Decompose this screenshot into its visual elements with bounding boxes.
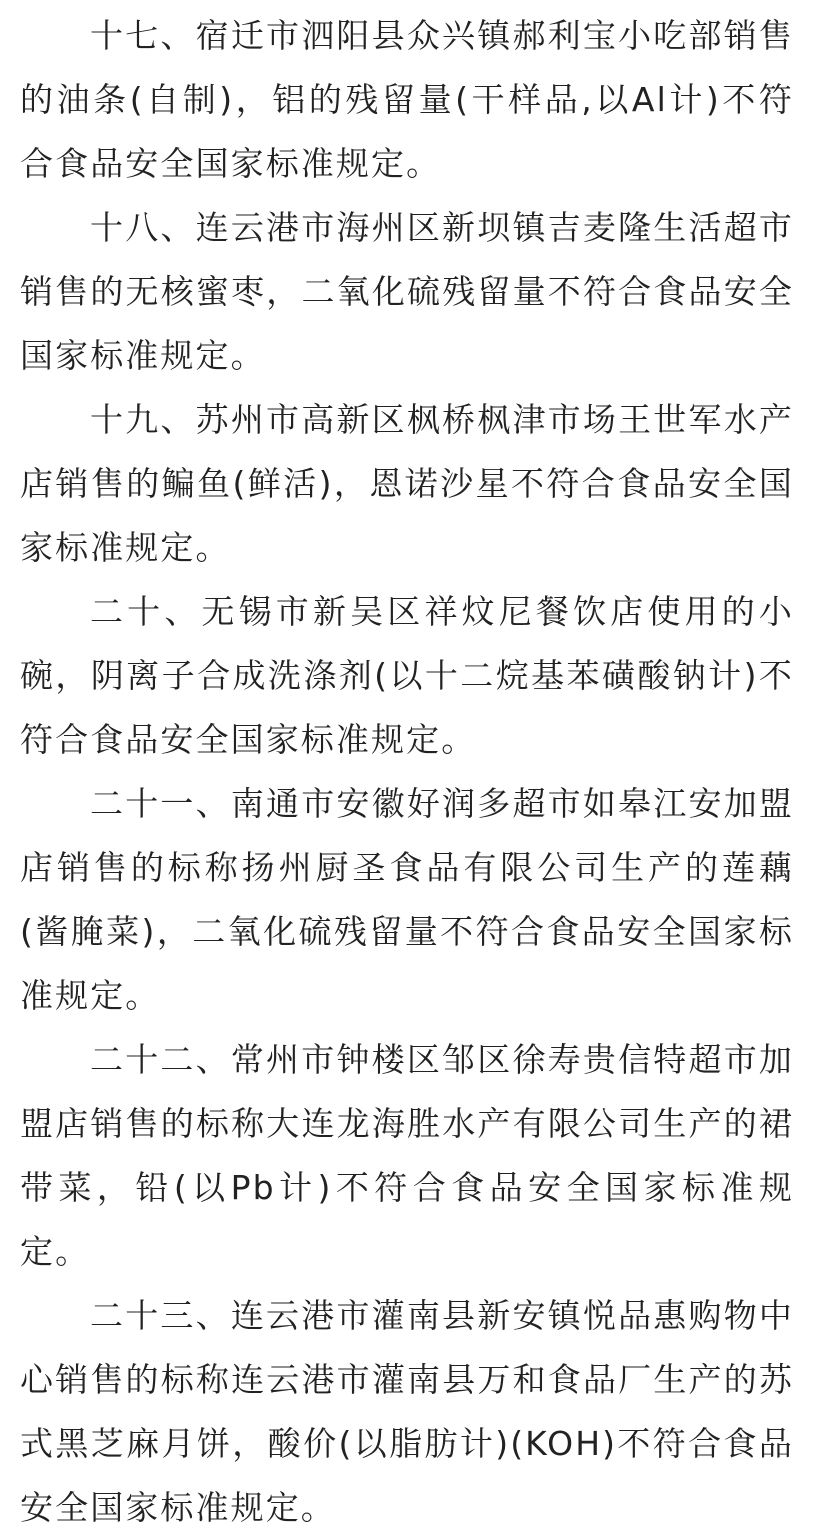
paragraph-item-23: 二十三、连云港市灌南县新安镇悦品惠购物中心销售的标称连云港市灌南县万和食品厂生产的苏式黑芝麻月饼，酸价(以脂肪计)(KOH)不符合食品安全国家标准规定。 bbox=[20, 1296, 794, 1527]
paragraph-item-18: 十八、连云港市海州区新坝镇吉麦隆生活超市销售的无核蜜枣，二氧化硫残留量不符合食品安全国家标准规定。 bbox=[20, 208, 794, 375]
paragraph-item-22: 二十二、常州市钟楼区邹区徐寿贵信特超市加盟店销售的标称大连龙海胜水产有限公司生产的裙带菜，铅(以Pb计)不符合食品安全国家标准规定。 bbox=[20, 1040, 794, 1271]
paragraph-item-21: 二十一、南通市安徽好润多超市如皋江安加盟店销售的标称扬州厨圣食品有限公司生产的莲藕(酱腌菜)，二氧化硫残留量不符合食品安全国家标准规定。 bbox=[20, 784, 794, 1015]
paragraph-item-19: 十九、苏州市高新区枫桥枫津市场王世军水产店销售的鳊鱼(鲜活)，恩诺沙星不符合食品安全国家标准规定。 bbox=[20, 400, 794, 567]
paragraph-item-17: 十七、宿迁市泗阳县众兴镇郝利宝小吃部销售的油条(自制)，铝的残留量(干样品,以Al计)不符合食品安全国家标准规定。 bbox=[20, 16, 794, 183]
paragraph-item-20: 二十、无锡市新吴区祥炆尼餐饮店使用的小碗，阴离子合成洗涤剂(以十二烷基苯磺酸钠计)不符合食品安全国家标准规定。 bbox=[20, 592, 794, 759]
